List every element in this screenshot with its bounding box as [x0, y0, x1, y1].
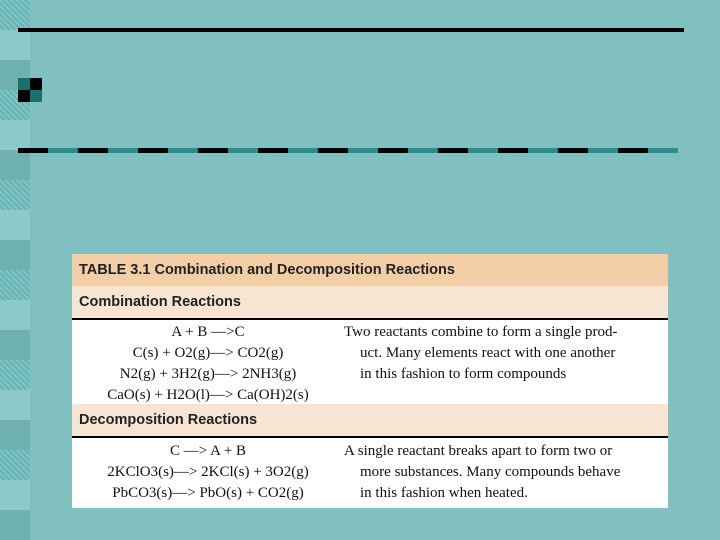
section-separator [72, 436, 668, 438]
decomposition-section-header [72, 404, 668, 436]
description-line: uct. Many elements react with one another [360, 345, 616, 361]
top-rule [18, 28, 684, 32]
table-title-band [72, 254, 668, 286]
strip-cell [0, 0, 30, 30]
strip-cell [0, 180, 30, 210]
description-line: in this fashion to form compounds [360, 366, 567, 382]
equation: 2KClO3(s)—> 2KCl(s) + 3O2(g) [107, 464, 309, 480]
equation: PbCO3(s)—> PbO(s) + CO2(g) [112, 485, 304, 501]
combination-section-header [72, 286, 668, 318]
strip-cell [0, 240, 30, 270]
decomposition-description [344, 441, 662, 504]
table-title: TABLE 3.1 Combination and Decomposition Reactions [79, 262, 455, 278]
equation: A + B —>C [171, 324, 245, 340]
strip-cell [0, 420, 30, 450]
description-line: A single reactant breaks apart to form two or [344, 443, 613, 459]
strip-cell [0, 480, 30, 510]
combination-equations [78, 322, 338, 406]
equation: N2(g) + 3H2(g)—> 2NH3(g) [119, 366, 297, 382]
strip-cell [0, 450, 30, 480]
strip-cell [0, 210, 30, 240]
decomposition-label: Decomposition Reactions [79, 412, 258, 428]
section-separator [72, 318, 668, 320]
decomposition-equations [78, 441, 338, 504]
strip-cell [0, 510, 30, 540]
strip-cell [0, 330, 30, 360]
dashed-rule [18, 148, 678, 153]
strip-cell [0, 390, 30, 420]
description-line: in this fashion when heated. [360, 485, 528, 501]
strip-cell [0, 30, 30, 60]
equation: C(s) + O2(g)—> CO2(g) [132, 345, 284, 361]
description-line: Two reactants combine to form a single prod- [344, 324, 618, 340]
equation: CaO(s) + H2O(l)—> Ca(OH)2(s) [107, 387, 309, 403]
equation: C —> A + B [169, 443, 247, 459]
strip-cell [0, 360, 30, 390]
combination-description [344, 322, 662, 385]
combination-label: Combination Reactions [79, 294, 241, 310]
strip-cell [0, 150, 30, 180]
reaction-table [72, 254, 668, 508]
description-line: more substances. Many compounds behave [360, 464, 621, 480]
bullet-square-icon [18, 78, 42, 102]
strip-cell [0, 300, 30, 330]
strip-cell [0, 120, 30, 150]
strip-cell [0, 270, 30, 300]
